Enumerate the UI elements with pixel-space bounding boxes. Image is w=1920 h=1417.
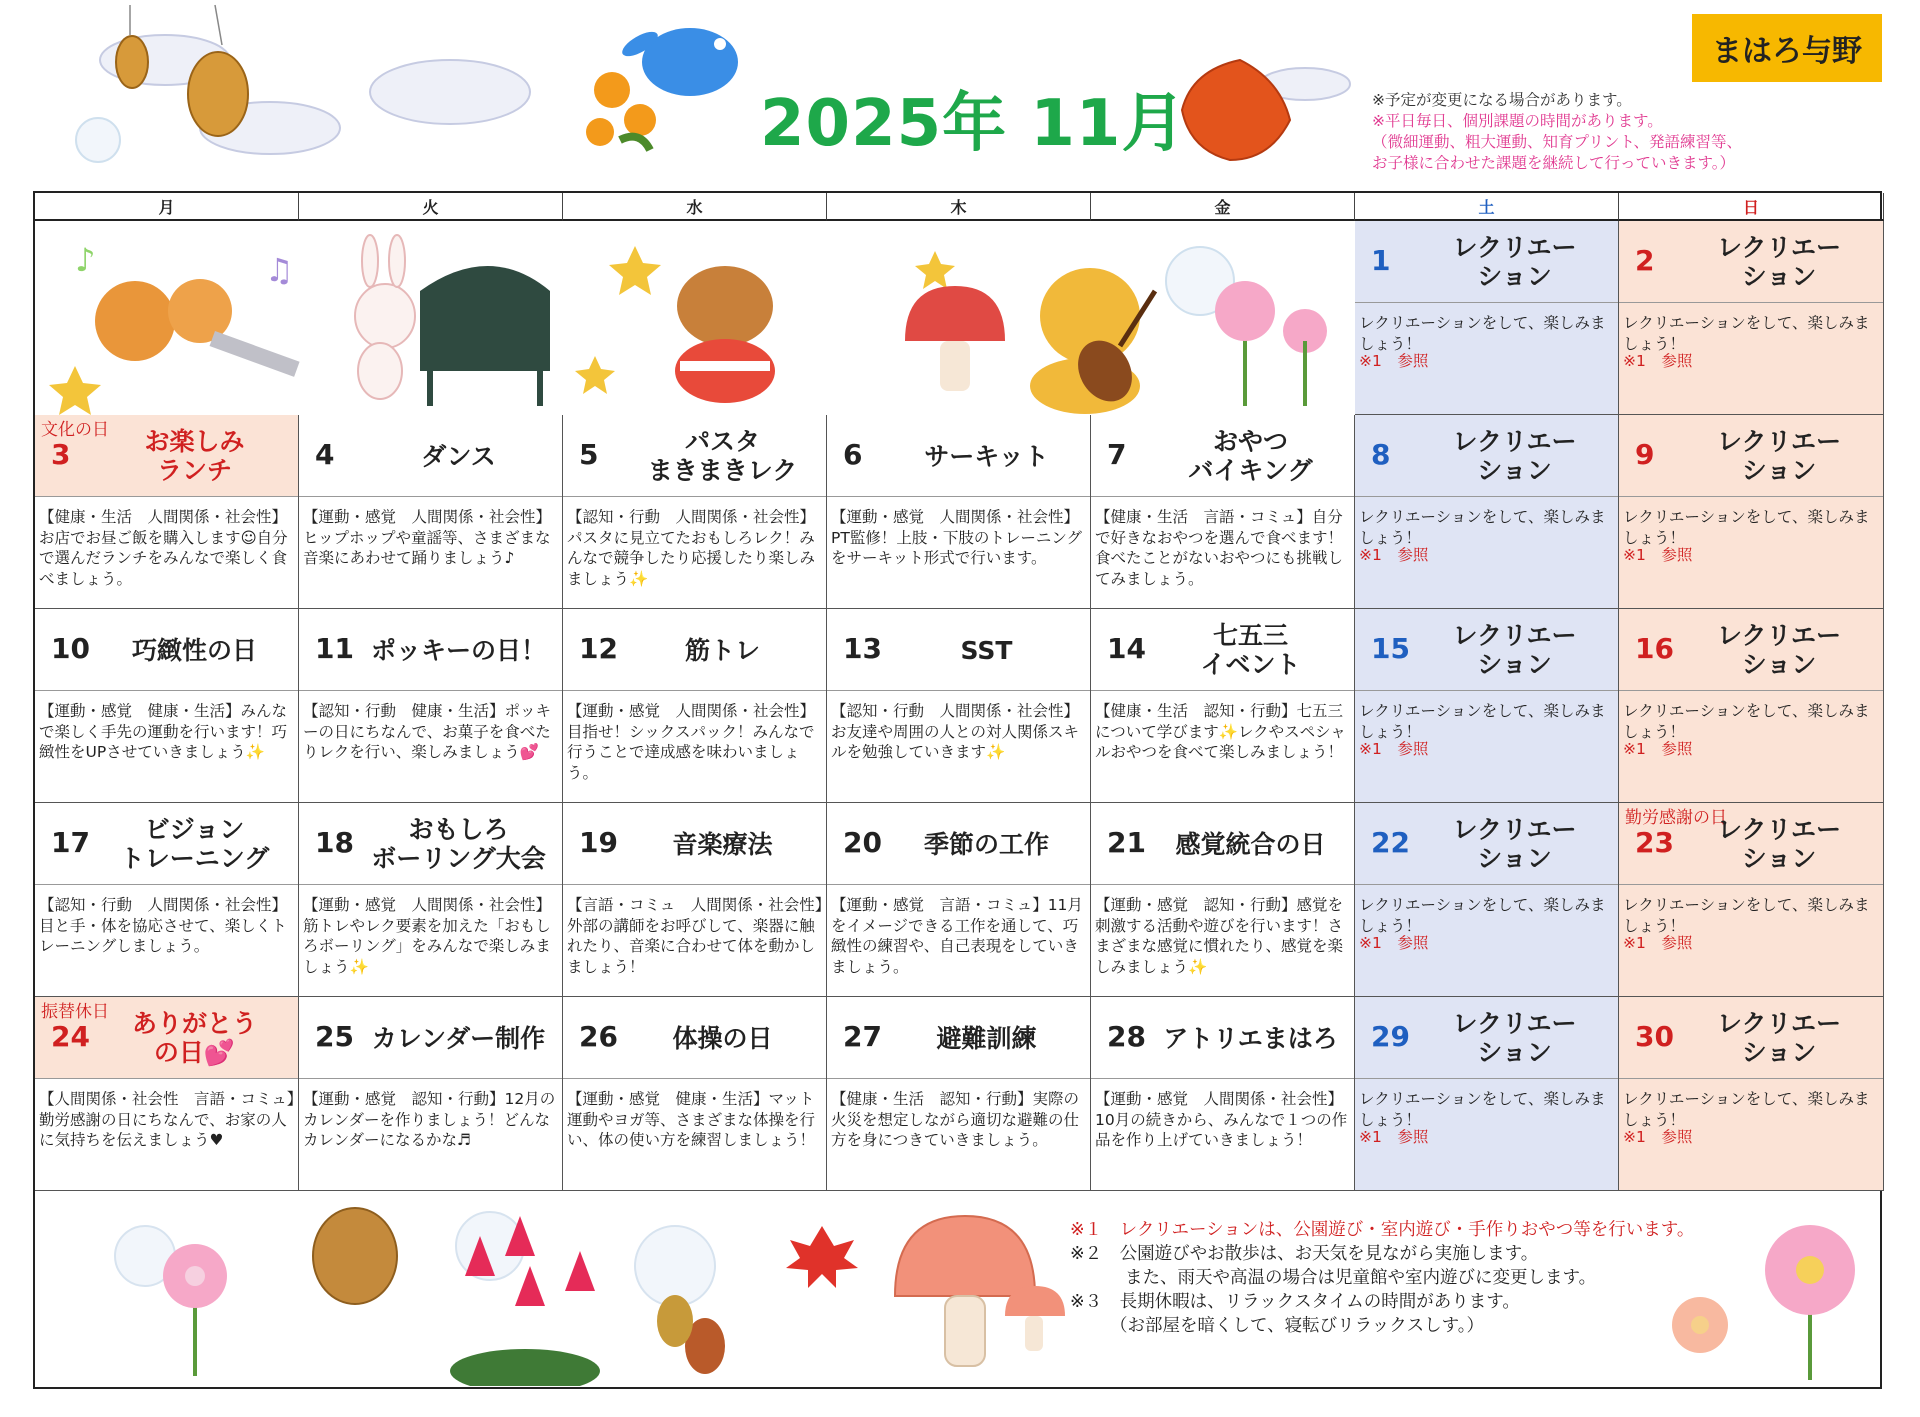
footer-decorations bbox=[35, 1196, 1075, 1386]
activity-description: レクリエーションをして、楽しみましょう！ bbox=[1623, 508, 1870, 547]
reference-note: ※1 参照 bbox=[1623, 1128, 1693, 1146]
bird-icon bbox=[586, 27, 738, 150]
day-number: 10 bbox=[51, 632, 90, 665]
day-number: 22 bbox=[1371, 826, 1410, 859]
weekday-header: 水 bbox=[563, 193, 827, 221]
activity-title: レクリエー ション bbox=[1716, 1009, 1841, 1067]
activity-title: ダンス bbox=[421, 441, 496, 471]
day-number: 26 bbox=[579, 1020, 618, 1053]
holiday-label: 勤労感謝の日 bbox=[1625, 808, 1727, 828]
day-number: 5 bbox=[579, 438, 599, 471]
day-cell bbox=[35, 415, 299, 609]
activity-title: レクリエー ション bbox=[1452, 1009, 1577, 1067]
activity-title: 七五三 イベント bbox=[1200, 621, 1301, 679]
activity-description: 【運動・感覚 健康・生活】みんなで楽しく手先の運動を行います！巧緻性をUPさせていきましょう✨ bbox=[39, 702, 288, 761]
activity-title: カレンダー制作 bbox=[371, 1023, 546, 1053]
footnote-line: （お部屋を暗くして、寝転びリラックスしす。） bbox=[1110, 1316, 1484, 1336]
maple-leaf-icon bbox=[786, 1226, 858, 1288]
activity-title: 巧緻性の日 bbox=[131, 635, 257, 665]
day-number: 18 bbox=[315, 826, 354, 859]
activity-description: レクリエーションをして、楽しみましょう！ bbox=[1359, 1090, 1606, 1129]
day-cell bbox=[563, 415, 827, 609]
activity-description: 【運動・感覚 人間関係・社会性】筋トレやレク要素を加えた「おもしろボーリング」をみんなで楽しみましょう✨ bbox=[303, 896, 552, 976]
reference-note: ※1 参照 bbox=[1359, 546, 1429, 564]
footnotes bbox=[1070, 1218, 1694, 1338]
activity-description: レクリエーションをして、楽しみましょう！ bbox=[1623, 1090, 1870, 1129]
activity-title: ポッキーの日！ bbox=[370, 635, 546, 665]
day-number: 27 bbox=[843, 1020, 882, 1053]
activity-description: 【健康・生活 認知・行動】実際の火災を想定しながら適切な避難の仕方を身につきていきましょう。 bbox=[831, 1090, 1080, 1149]
mushroom-icon bbox=[905, 286, 1005, 391]
activity-description: 【運動・感覚 人間関係・社会性】10月の続きから、みんなで１つの作品を作り上げていきましょう！ bbox=[1095, 1090, 1348, 1149]
day-number: 19 bbox=[579, 826, 618, 859]
day-number: 6 bbox=[843, 438, 863, 471]
page-title: 2025年 11月 bbox=[760, 87, 1187, 161]
day-cell bbox=[563, 997, 827, 1191]
note-line: （微細運動、粗大運動、知育プリント、発語練習等、 bbox=[1372, 133, 1742, 151]
activity-description: 【運動・感覚 認知・行動】12月のカレンダーを作りましょう！どんなカレンダーになるかな♬ bbox=[303, 1090, 556, 1149]
star-icon bbox=[49, 366, 101, 415]
weekday-header: 土 bbox=[1355, 193, 1619, 221]
svg-text:♫: ♫ bbox=[265, 251, 294, 289]
activity-title: サーキット bbox=[924, 441, 1049, 471]
day-cell bbox=[35, 997, 299, 1191]
day-cell bbox=[1355, 221, 1619, 415]
svg-text:♪: ♪ bbox=[75, 241, 96, 279]
tanuki-icon bbox=[675, 266, 775, 403]
flower-icon bbox=[1672, 1225, 1855, 1380]
day-cell bbox=[1091, 997, 1355, 1191]
footnote-line: ※３ 長期休暇は、リラックスタイムの時間があります。 bbox=[1070, 1292, 1520, 1312]
activity-description: 【認知・行動 健康・生活】ポッキーの日にちなんで、お菓子を食べたりレクを行い、楽しみましょう💕 bbox=[303, 702, 552, 761]
weekday-header: 月 bbox=[35, 193, 299, 221]
mushroom-icon bbox=[895, 1216, 1065, 1366]
activity-title: パスタ まきまきレク bbox=[647, 427, 798, 485]
activity-description: 【運動・感覚 人間関係・社会性】ヒップホップや童謡等、さまざまな音楽にあわせて踊りましょう♪ bbox=[303, 508, 552, 567]
day-cell bbox=[1355, 415, 1619, 609]
day-number: 14 bbox=[1107, 632, 1146, 665]
activity-description: 【人間関係・社会性 言語・コミュ】勤労感謝の日にちなんで、お家の人に気持ちを伝えましょう♥ bbox=[39, 1090, 295, 1149]
weekday-header: 木 bbox=[827, 193, 1091, 221]
activity-title: レクリエー ション bbox=[1452, 621, 1577, 679]
day-number: 17 bbox=[51, 826, 90, 859]
day-cell bbox=[827, 803, 1091, 997]
day-cell bbox=[299, 609, 563, 803]
activity-title: 体操の日 bbox=[672, 1023, 773, 1053]
activity-description: レクリエーションをして、楽しみましょう！ bbox=[1359, 508, 1606, 547]
reference-note: ※1 参照 bbox=[1359, 1128, 1429, 1146]
activity-title: 避難訓練 bbox=[936, 1023, 1037, 1053]
reference-note: ※1 参照 bbox=[1623, 740, 1693, 758]
activity-description: 【運動・感覚 健康・生活】マット運動やヨガ等、さまざまな体操を行い、体の使い方を練習しましょう！ bbox=[567, 1090, 816, 1149]
activity-description: レクリエーションをして、楽しみましょう！ bbox=[1359, 896, 1606, 935]
squirrel-icon bbox=[95, 279, 300, 377]
day-number: 3 bbox=[51, 438, 71, 471]
day-cell bbox=[1619, 609, 1884, 803]
weekday-header: 火 bbox=[299, 193, 563, 221]
day-cell bbox=[1091, 609, 1355, 803]
acorn-icon bbox=[657, 1295, 725, 1374]
activity-description: レクリエーションをして、楽しみましょう！ bbox=[1623, 896, 1870, 935]
note-line: お子様に合わせた課題を継続して行っていきます。） bbox=[1372, 154, 1736, 172]
activity-description: レクリエーションをして、楽しみましょう！ bbox=[1359, 314, 1606, 353]
day-cell bbox=[1619, 221, 1884, 415]
day-cell bbox=[1619, 997, 1884, 1191]
activity-title: 季節の工作 bbox=[923, 829, 1049, 859]
reference-note: ※1 参照 bbox=[1623, 934, 1693, 952]
day-number: 23 bbox=[1635, 826, 1674, 859]
music-note-icon bbox=[75, 241, 294, 289]
day-cell bbox=[1091, 415, 1355, 609]
activity-description: 【健康・生活 言語・コミュ】自分で好きなおやつを選んで食べます！食べたことがないおやつにも挑戦してみましょう。 bbox=[1095, 508, 1344, 588]
activity-title: 感覚統合の日 bbox=[1175, 829, 1326, 859]
day-number: 4 bbox=[315, 438, 335, 471]
day-cell bbox=[827, 609, 1091, 803]
footnote-line: ※２ 公園遊びやお散歩は、お天気を見ながら実施します。 bbox=[1070, 1244, 1539, 1264]
activity-description: レクリエーションをして、楽しみましょう！ bbox=[1623, 702, 1870, 741]
org-badge: まはろ与野 bbox=[1692, 14, 1882, 82]
day-number: 2 bbox=[1635, 244, 1655, 277]
day-number: 1 bbox=[1371, 244, 1391, 277]
holiday-label: 文化の日 bbox=[41, 420, 109, 440]
day-cell bbox=[299, 997, 563, 1191]
footnote-line: また、雨天や高温の場合は児童館や室内遊びに変更します。 bbox=[1125, 1268, 1597, 1288]
day-cell bbox=[827, 997, 1091, 1191]
activity-title: レクリエー ション bbox=[1716, 815, 1841, 873]
day-cell bbox=[563, 803, 827, 997]
activity-title: レクリエー ション bbox=[1452, 427, 1577, 485]
weekday-header: 金 bbox=[1091, 193, 1355, 221]
day-number: 29 bbox=[1371, 1020, 1410, 1053]
day-number: 30 bbox=[1635, 1020, 1674, 1053]
footer-decorations-right bbox=[1620, 1200, 1880, 1385]
day-number: 9 bbox=[1635, 438, 1655, 471]
day-cell bbox=[827, 415, 1091, 609]
day-number: 8 bbox=[1371, 438, 1391, 471]
day-number: 16 bbox=[1635, 632, 1674, 665]
activity-description: 【運動・感覚 言語・コミュ】11月をイメージできる工作を通して、巧緻性の練習や、自己表現をしていきましょう。 bbox=[831, 896, 1083, 976]
flower-icon bbox=[1215, 281, 1327, 406]
activity-description: 【言語・コミュ 人間関係・社会性】外部の講師をお呼びして、楽器に触れたり、音楽に合わせて体を動かしましょう！ bbox=[567, 896, 823, 976]
reference-note: ※1 参照 bbox=[1359, 352, 1429, 370]
header-notes bbox=[1372, 90, 1742, 174]
activity-description: 【認知・行動 人間関係・社会性】お友達や周囲の人との対人関係スキルを勉強していきます✨ bbox=[831, 702, 1080, 761]
activity-description: レクリエーションをして、楽しみましょう！ bbox=[1359, 702, 1606, 741]
activity-title: ビジョン トレーニング bbox=[119, 815, 270, 873]
day-number: 7 bbox=[1107, 438, 1127, 471]
activity-title: 筋トレ bbox=[684, 635, 760, 665]
activity-description: 【健康・生活 人間関係・社会性】お店でお昼ご飯を購入します☺自分で選んだランチをみんなで楽しく食べましょう。 bbox=[39, 508, 288, 588]
activity-description: 【運動・感覚 人間関係・社会性】PT監修！上肢・下肢のトレーニングをサーキット形式で行います。 bbox=[831, 508, 1083, 567]
day-cell bbox=[35, 609, 299, 803]
activity-title: レクリエー ション bbox=[1452, 815, 1577, 873]
activity-title: レクリエー ション bbox=[1716, 233, 1841, 291]
activity-title: 音楽療法 bbox=[672, 829, 773, 859]
activity-title: おやつ バイキング bbox=[1188, 427, 1313, 485]
day-number: 12 bbox=[579, 632, 618, 665]
illustration-strip bbox=[35, 221, 1355, 415]
day-cell bbox=[1355, 997, 1619, 1191]
reference-note: ※1 参照 bbox=[1623, 352, 1693, 370]
activity-description: 【認知・行動 人間関係・社会性】パスタに見立てたおもしろレク！みんなで競争したり応援したり楽しみましょう✨ bbox=[567, 508, 816, 588]
activity-description: 【認知・行動 人間関係・社会性】目と手・体を協応させて、楽しくトレーニングしましょう。 bbox=[39, 896, 288, 955]
flower-icon bbox=[163, 1244, 227, 1376]
day-cell bbox=[35, 803, 299, 997]
note-line: ※予定が変更になる場合があります。 bbox=[1372, 91, 1632, 109]
day-number: 24 bbox=[51, 1020, 90, 1053]
day-cell bbox=[1091, 803, 1355, 997]
activity-title: アトリエまはろ bbox=[1163, 1023, 1338, 1053]
note-line: ※平日毎日、個別課題の時間があります。 bbox=[1372, 112, 1663, 130]
day-cell bbox=[1619, 415, 1884, 609]
activity-title: お楽しみ ランチ bbox=[144, 427, 245, 485]
day-number: 25 bbox=[315, 1020, 354, 1053]
piano-icon bbox=[420, 266, 550, 406]
activity-title: SST bbox=[960, 635, 1013, 665]
day-number: 13 bbox=[843, 632, 882, 665]
reference-note: ※1 参照 bbox=[1359, 740, 1429, 758]
activity-description: 【健康・生活 認知・行動】七五三について学びます✨レクやスペシャルおやつを食べて楽しみましょう！ bbox=[1095, 702, 1346, 761]
day-cell bbox=[299, 415, 563, 609]
day-cell bbox=[299, 803, 563, 997]
day-cell bbox=[1619, 803, 1884, 997]
rabbit-icon bbox=[355, 235, 415, 399]
day-number: 28 bbox=[1107, 1020, 1146, 1053]
day-cell bbox=[1355, 803, 1619, 997]
day-number: 15 bbox=[1371, 632, 1410, 665]
day-cell bbox=[1355, 609, 1619, 803]
activity-description: 【運動・感覚 人間関係・社会性】目指せ！シックスパック！みんなで行うことで達成感を味わいましょう。 bbox=[567, 702, 816, 782]
day-number: 11 bbox=[315, 632, 354, 665]
weekday-header: 日 bbox=[1619, 193, 1884, 221]
bubble-icon bbox=[76, 118, 120, 162]
day-number: 20 bbox=[843, 826, 882, 859]
activity-title: レクリエー ション bbox=[1716, 621, 1841, 679]
activity-description: レクリエーションをして、楽しみましょう！ bbox=[1623, 314, 1870, 353]
activity-title: おもしろ ボーリング大会 bbox=[371, 815, 546, 873]
activity-title: レクリエー ション bbox=[1452, 233, 1577, 291]
reference-note: ※1 参照 bbox=[1623, 546, 1693, 564]
activity-description: 【運動・感覚 認知・行動】感覚を刺激する活動や遊びを行います！さまざまな感覚に慣れたり、感覚を楽しみましょう✨ bbox=[1095, 896, 1344, 976]
activity-title: ありがとう の日💕 bbox=[131, 1009, 257, 1067]
reference-note: ※1 参照 bbox=[1359, 934, 1429, 952]
day-number: 21 bbox=[1107, 826, 1146, 859]
activity-title: レクリエー ション bbox=[1716, 427, 1841, 485]
footnote-line: ※１ レクリエーションは、公園遊び・室内遊び・手作りおやつ等を行います。 bbox=[1070, 1220, 1695, 1240]
holiday-label: 振替休日 bbox=[41, 1002, 109, 1022]
day-cell bbox=[563, 609, 827, 803]
pinecone-icon bbox=[313, 1208, 397, 1304]
